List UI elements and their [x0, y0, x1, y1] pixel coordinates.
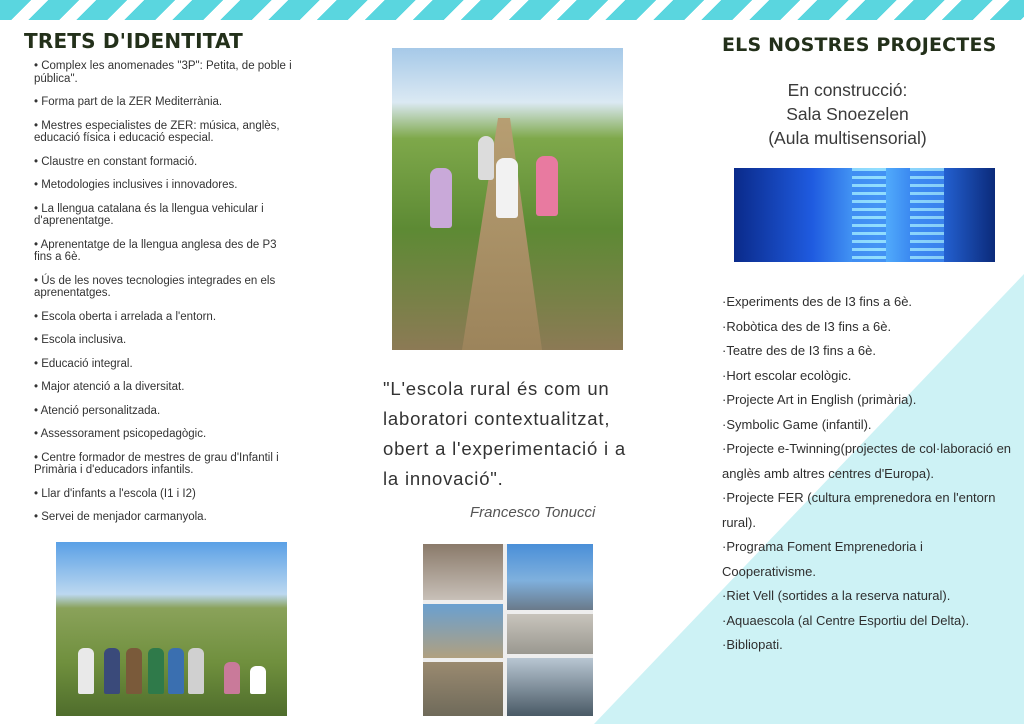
identity-item: • Complex les anomenades "3P": Petita, de poble i pública".	[34, 60, 292, 85]
photo-figure	[250, 666, 266, 694]
bubble-tube	[852, 168, 886, 262]
photo-figure	[148, 648, 164, 694]
identity-item: • Assessorament psicopedagògic.	[34, 428, 207, 440]
photo-figure	[104, 648, 120, 694]
photo-figure	[536, 156, 558, 216]
project-item: ·Hort escolar ecològic.	[722, 367, 852, 383]
photo-figure	[188, 648, 204, 694]
snoezelen-room-photo	[734, 168, 995, 262]
identity-title: TRETS D'IDENTITAT	[24, 29, 244, 53]
project-item: ·Riet Vell (sortides a la reserva natural).	[722, 588, 951, 603]
projects-list	[722, 290, 1012, 658]
identity-item: • Ús de les noves tecnologies integrades en els aprenentatges.	[34, 274, 276, 299]
identity-item: • Atenció personalitzada.	[34, 404, 161, 417]
project-item: ·Robòtica des de I3 fins a 6è.	[722, 318, 892, 334]
projects-title: ELS NOSTRES PROJECTES	[722, 34, 997, 56]
identity-item: • Aprenentatge de la llengua anglesa des de P3 fins a 6è.	[34, 238, 277, 263]
project-item: ·Bibliopati.	[722, 637, 783, 652]
kids-field-photo	[56, 542, 287, 716]
project-item: ·Symbolic Game (infantil).	[722, 416, 872, 432]
identity-item: • Mestres especialistes de ZER: música, anglès, educació física i educació especial.	[34, 119, 280, 144]
bubble-tube	[910, 168, 944, 262]
identity-item: • Major atenció a la diversitat.	[34, 381, 185, 393]
kids-path-photo	[392, 48, 623, 350]
construction-line: En construcció:	[787, 80, 908, 100]
identity-item: • Centre formador de mestres de grau d'Infantil i Primària i d'educadors infantils.	[34, 451, 279, 476]
project-item: ·Projecte e-Twinning(projectes de col·laboració en anglès amb altres centres d'Europa).	[722, 441, 1012, 481]
activities-collage-photo	[423, 544, 593, 716]
identity-item: • Llar d'infants a l'escola (I1 i I2)	[34, 487, 196, 500]
identity-item: • Escola inclusiva.	[34, 334, 127, 346]
identity-item: • La llengua catalana és la llengua vehicular i d'aprenentatge.	[34, 202, 264, 227]
identity-item: • Metodologies inclusives i innovadores.	[34, 179, 238, 191]
identity-item: • Forma part de la ZER Mediterrània.	[34, 96, 223, 108]
project-item: ·Experiments des de I3 fins a 6è.	[722, 294, 913, 309]
collage-tile	[507, 544, 593, 610]
photo-figure	[478, 136, 494, 180]
quote-author: Francesco Tonucci	[470, 504, 596, 521]
identity-list	[34, 60, 296, 535]
identity-item: • Escola oberta i arrelada a l'entorn.	[34, 310, 217, 323]
photo-figure	[430, 168, 452, 228]
construction-line: (Aula multisensorial)	[768, 128, 927, 148]
project-item: ·Aquaescola (al Centre Esportiu del Delta).	[722, 612, 970, 628]
collage-tile	[507, 614, 593, 654]
collage-tile	[423, 662, 503, 716]
construction-line: Sala Snoezelen	[786, 104, 909, 124]
photo-figure	[496, 158, 518, 218]
tonucci-quote: "L'escola rural és com un laboratori contextualitzat, obert a l'experimentació i a la innovació".	[383, 378, 626, 489]
photo-figure	[168, 648, 184, 694]
photo-path	[462, 118, 542, 350]
project-item: ·Programa Foment Emprenedoria i Cooperativisme.	[722, 539, 923, 579]
collage-tile	[507, 658, 593, 716]
identity-item: • Servei de menjador carmanyola.	[34, 511, 207, 523]
identity-item: • Educació integral.	[34, 357, 133, 370]
photo-figure	[78, 648, 94, 694]
photo-figure	[224, 662, 240, 694]
identity-item: • Claustre en constant formació.	[34, 155, 198, 168]
photo-figure	[126, 648, 142, 694]
collage-tile	[423, 604, 503, 658]
top-stripe-banner	[0, 0, 1024, 20]
construction-block	[735, 78, 960, 150]
project-item: ·Teatre des de I3 fins a 6è.	[722, 343, 876, 358]
project-item: ·Projecte FER (cultura emprenedora en l'entorn rural).	[722, 490, 996, 530]
collage-tile	[423, 544, 503, 600]
project-item: ·Projecte Art in English (primària).	[722, 392, 917, 407]
